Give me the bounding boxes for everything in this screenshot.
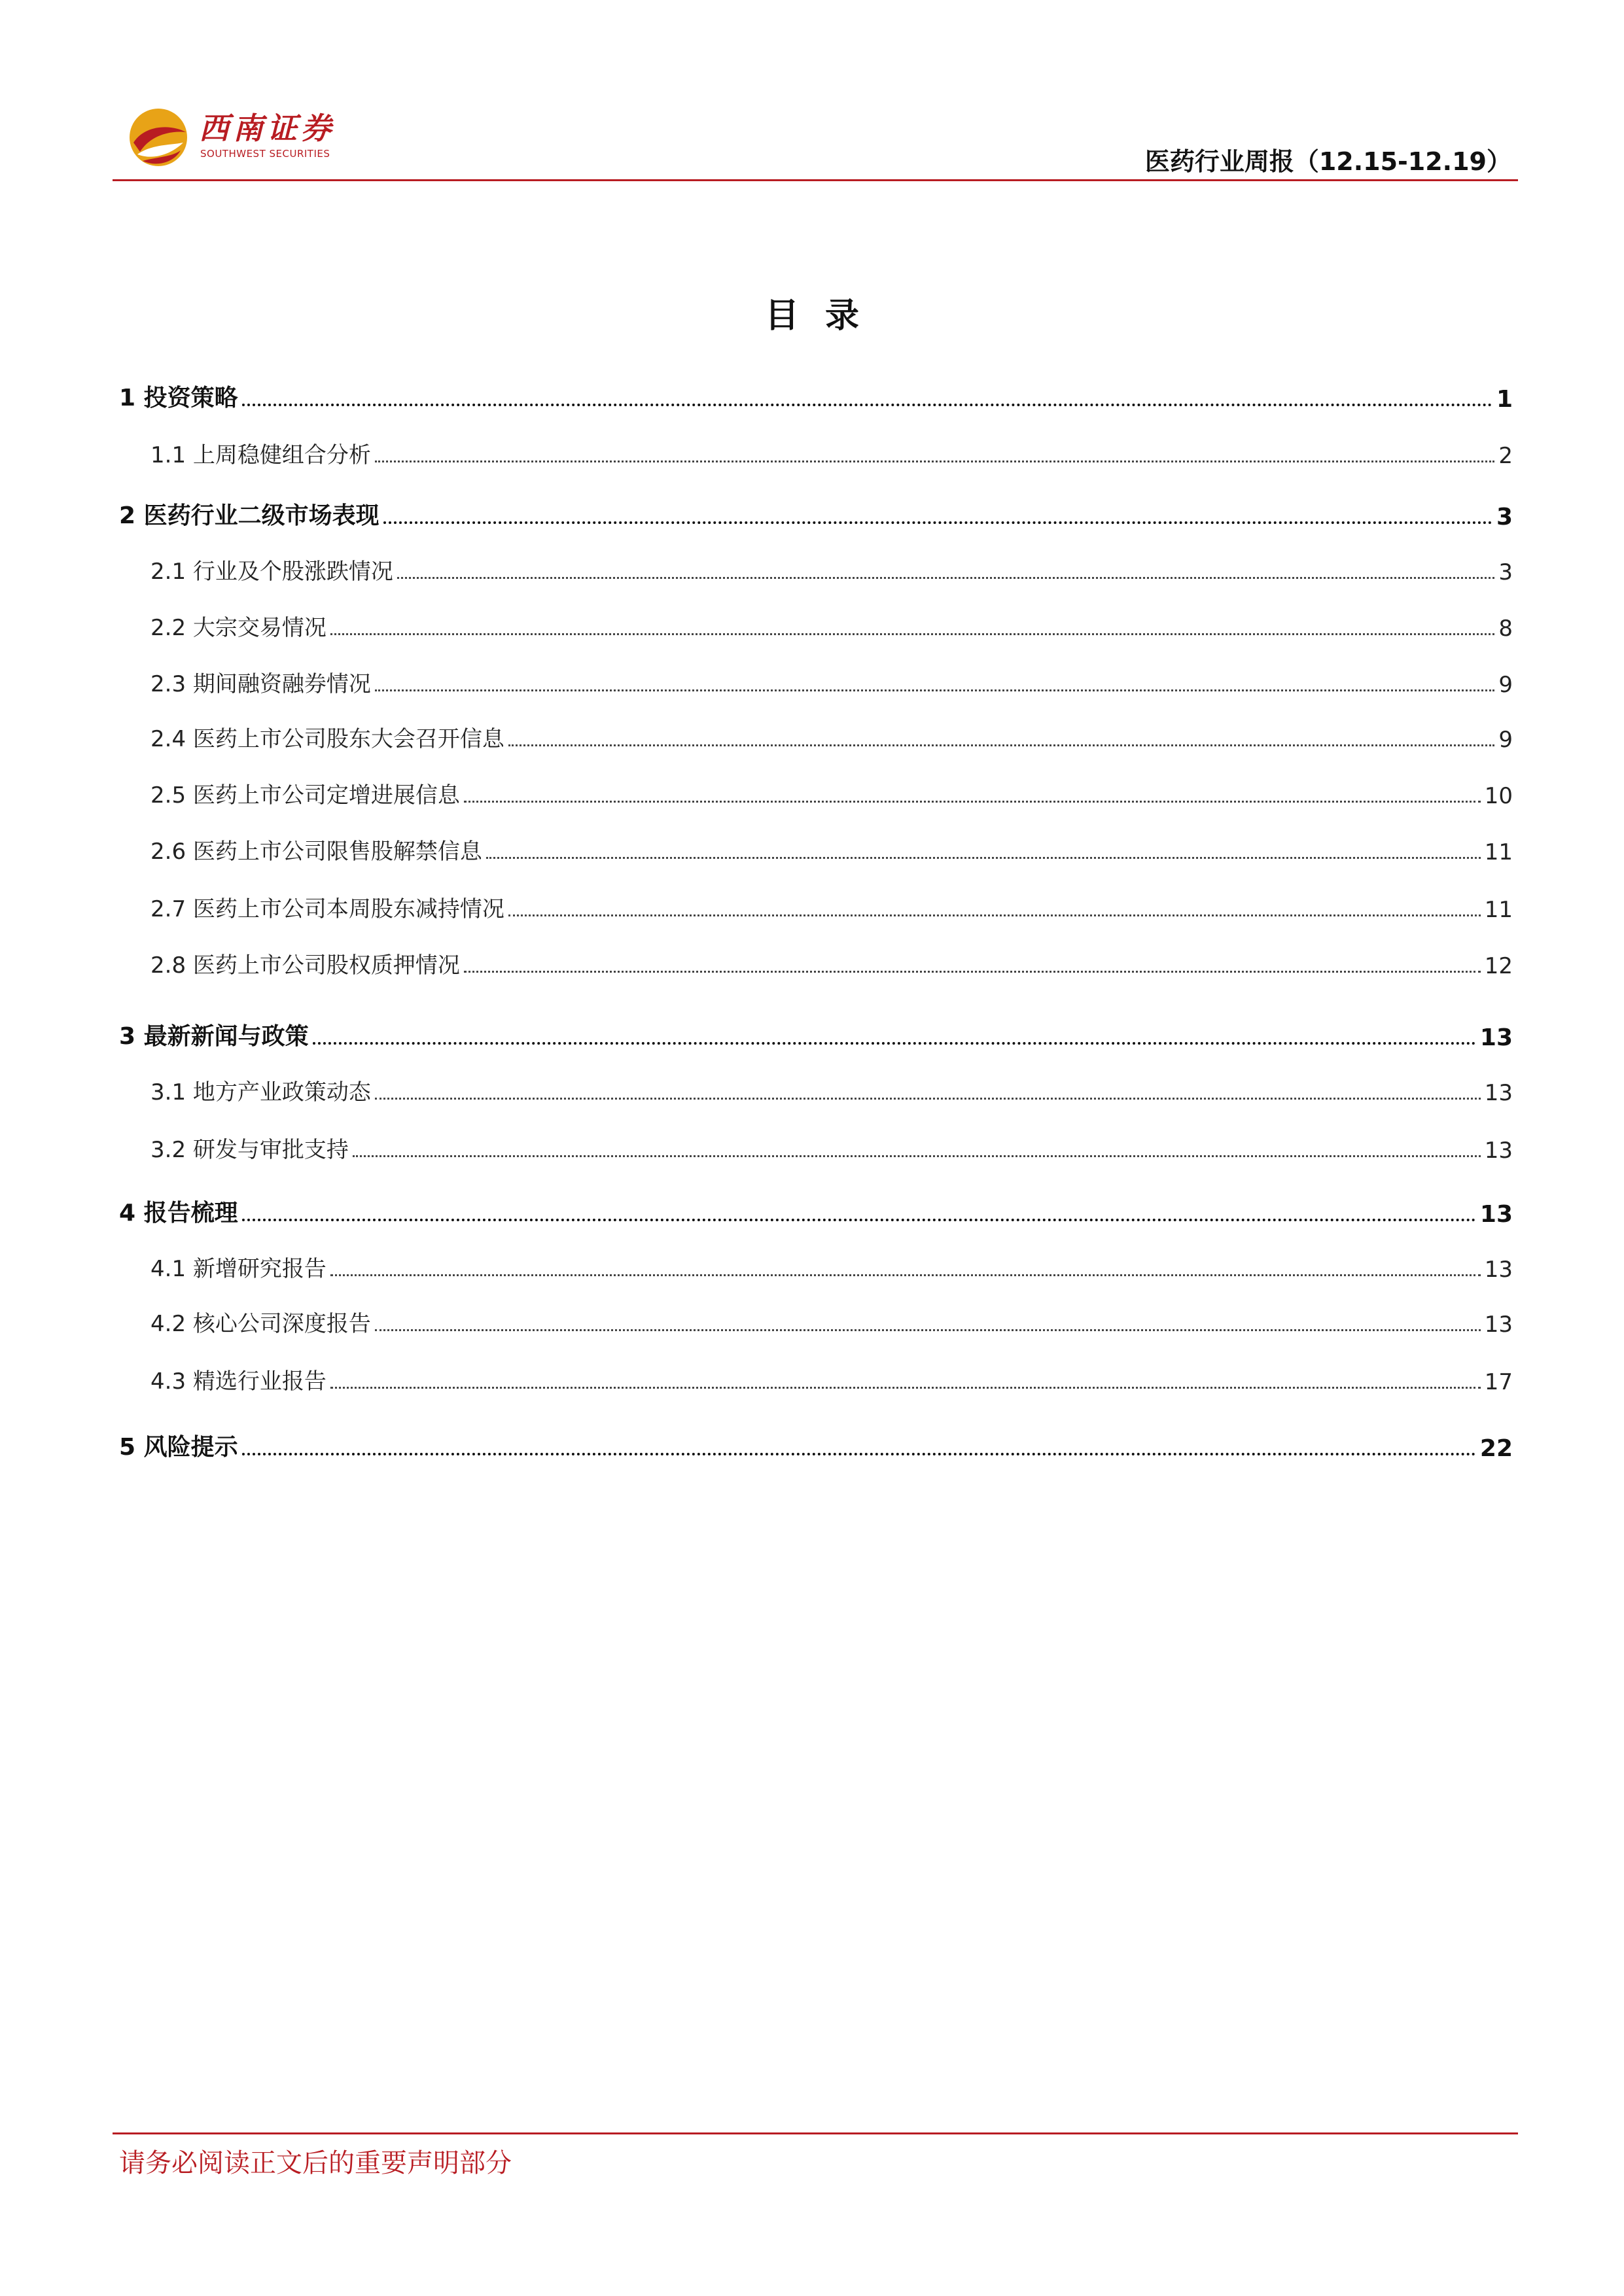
header-divider <box>113 179 1518 181</box>
toc-title: 目录 <box>764 296 885 336</box>
toc-leader-dots <box>508 914 1481 916</box>
report-title: 医药行业周报（12.15-12.19） <box>1144 147 1511 176</box>
toc-leader-dots <box>242 1453 1476 1455</box>
toc-entry-label: 4 报告梳理 <box>119 1200 238 1226</box>
toc-entry-page: 9 <box>1498 672 1513 698</box>
toc-entry-label: 2.3 期间融资融券情况 <box>150 671 371 697</box>
toc-entry-label: 3.1 地方产业政策动态 <box>150 1079 371 1105</box>
toc-entry[interactable] <box>119 1018 1513 1051</box>
toc-entry-page: 9 <box>1498 727 1513 753</box>
toc-entry-page: 13 <box>1479 1024 1513 1051</box>
toc-leader-dots <box>242 404 1492 406</box>
toc-leader-dots <box>242 1219 1476 1221</box>
toc-entry-label: 2.1 行业及个股涨跌情况 <box>150 559 393 585</box>
toc-entry-label: 1.1 上周稳健组合分析 <box>150 442 371 468</box>
toc-leader-dots <box>375 461 1494 462</box>
toc-entry[interactable] <box>119 666 1513 698</box>
toc-entry-label: 2 医药行业二级市场表现 <box>119 502 380 529</box>
toc-entry-page: 8 <box>1498 616 1513 642</box>
toc-entry[interactable] <box>119 777 1513 809</box>
toc-entry-page: 13 <box>1484 1138 1513 1164</box>
toc-entry[interactable] <box>119 1429 1513 1462</box>
toc-entry[interactable] <box>119 891 1513 923</box>
logo-text-cn: 西南证券 <box>199 111 335 146</box>
logo-mark-icon <box>126 105 191 170</box>
toc-entry-label: 3.2 研发与审批支持 <box>150 1137 349 1163</box>
toc-entry-label: 2.5 医药上市公司定增进展信息 <box>150 782 460 809</box>
toc-leader-dots <box>486 857 1481 859</box>
footer-disclaimer: 请务必阅读正文后的重要声明部分 <box>119 2148 512 2178</box>
toc-entry-page: 12 <box>1484 953 1513 979</box>
toc-leader-dots <box>330 1274 1481 1276</box>
toc-entry[interactable] <box>119 610 1513 642</box>
toc-entry-label: 2.4 医药上市公司股东大会召开信息 <box>150 726 504 752</box>
toc-entry[interactable] <box>119 833 1513 865</box>
toc-leader-dots <box>397 577 1494 579</box>
toc-leader-dots <box>375 1098 1481 1100</box>
toc-entry[interactable] <box>119 1074 1513 1106</box>
toc-entry-page: 3 <box>1496 504 1513 531</box>
toc-entry-label: 1 投资策略 <box>119 385 238 411</box>
toc-entry-label: 4.2 核心公司深度报告 <box>150 1311 371 1337</box>
company-logo <box>126 98 518 170</box>
toc-entry-page: 2 <box>1498 443 1513 469</box>
toc-leader-dots <box>508 744 1494 746</box>
toc-leader-dots <box>375 1329 1481 1331</box>
toc-entry[interactable] <box>119 379 1513 413</box>
toc-entry[interactable] <box>119 721 1513 753</box>
toc-leader-dots <box>330 1387 1481 1389</box>
toc-entry-label: 2.8 医药上市公司股权质押情况 <box>150 952 460 979</box>
toc-entry[interactable] <box>119 947 1513 979</box>
toc-entry[interactable] <box>119 1132 1513 1164</box>
toc-leader-dots <box>330 633 1494 635</box>
toc-entry-page: 10 <box>1484 783 1513 809</box>
toc-entry-page: 3 <box>1498 559 1513 585</box>
toc-entry-page: 13 <box>1484 1080 1513 1106</box>
toc-entry[interactable] <box>119 1363 1513 1395</box>
logo-text-en: SOUTHWEST SECURITIES <box>200 148 330 160</box>
toc-entry-page: 11 <box>1484 839 1513 865</box>
toc-entry-label: 3 最新新闻与政策 <box>119 1023 309 1050</box>
toc-entry[interactable] <box>119 437 1513 469</box>
toc-entry-label: 4.3 精选行业报告 <box>150 1368 327 1395</box>
toc-entry-page: 17 <box>1484 1369 1513 1395</box>
toc-entry-page: 22 <box>1479 1435 1513 1462</box>
toc-entry[interactable] <box>119 1306 1513 1338</box>
toc-entry-label: 4.1 新增研究报告 <box>150 1256 327 1282</box>
toc-entry-label: 5 风险提示 <box>119 1434 238 1461</box>
toc-entry-page: 13 <box>1479 1201 1513 1228</box>
toc-entry-label: 2.6 医药上市公司限售股解禁信息 <box>150 839 482 865</box>
toc-entry-page: 11 <box>1484 897 1513 923</box>
toc-entry[interactable] <box>119 1194 1513 1228</box>
toc-entry-label: 2.2 大宗交易情况 <box>150 615 327 641</box>
toc-entry-label: 2.7 医药上市公司本周股东减持情况 <box>150 896 504 922</box>
toc-leader-dots <box>383 521 1492 524</box>
toc-leader-dots <box>313 1042 1476 1045</box>
page-header <box>113 92 1518 183</box>
toc-leader-dots <box>464 801 1481 803</box>
toc-entry[interactable] <box>119 553 1513 585</box>
footer-divider <box>113 2132 1518 2134</box>
toc-leader-dots <box>353 1155 1481 1157</box>
toc-entry-page: 13 <box>1484 1257 1513 1283</box>
toc-leader-dots <box>464 971 1481 973</box>
toc-entry[interactable] <box>119 497 1513 531</box>
toc-entry-page: 1 <box>1496 386 1513 413</box>
toc-entry-page: 13 <box>1484 1312 1513 1338</box>
toc-leader-dots <box>375 689 1494 691</box>
toc-entry[interactable] <box>119 1251 1513 1283</box>
